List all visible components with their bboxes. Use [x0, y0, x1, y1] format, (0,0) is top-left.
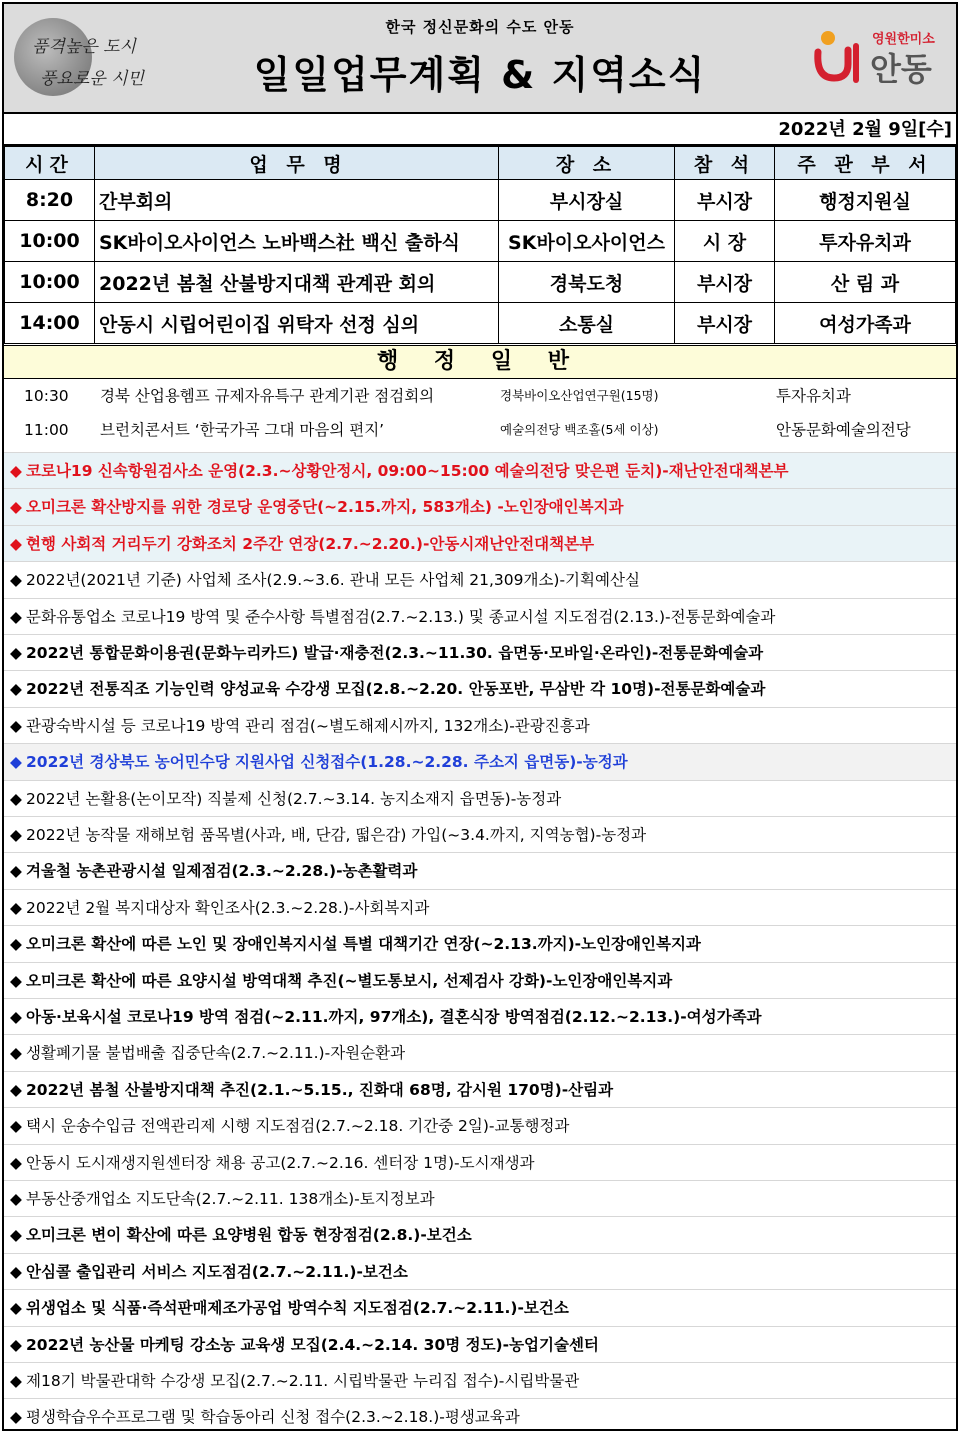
row-attendee: 부시장 — [675, 303, 775, 344]
news-item — [4, 1144, 956, 1180]
news-item — [4, 889, 956, 925]
diamond-bullet-icon: ◆ — [10, 1335, 22, 1354]
news-text: 2022년 농작물 재해보험 품목별(사과, 배, 단감, 떫은감) 가입(~3.4.까지, 지역농협)-농정과 — [26, 826, 647, 844]
news-text: 평생학습우수프로그램 및 학습동아리 신청 접수(2.3.~2.18.)-평생교육과 — [26, 1408, 520, 1427]
news-text: 안심콜 출입관리 서비스 지도점검(2.7.~2.11.)-보건소 — [26, 1262, 408, 1281]
diamond-bullet-icon: ◆ — [10, 498, 22, 517]
table-row — [5, 221, 956, 262]
news-item — [4, 634, 956, 670]
news-text: 2022년 통합문화이용권(문화누리카드) 발급·재충전(2.3.~11.30. 읍면동·모바일·온라인)-전통문화예술과 — [26, 644, 764, 662]
news-text: 위생업소 및 식품·즉석판매제조가공업 방역수칙 지도점검(2.7.~2.11.)-보건소 — [26, 1299, 569, 1318]
row-dept: 투자유치과 — [775, 221, 956, 262]
admin-task: 브런치콘서트 ‘한국가곡 그대 마음의 편지’ — [100, 421, 385, 439]
news-text: 오미크론 확산에 따른 요양시설 방역대책 추진(~별도통보시, 선제검사 강화)-노인장애인복지과 — [26, 971, 673, 990]
admin-time: 11:00 — [24, 421, 69, 439]
row-place: SK바이오사이언스 — [499, 221, 675, 262]
row-time: 8:20 — [5, 180, 95, 221]
report-date: 2022년 2월 9일[수] — [4, 116, 956, 146]
diamond-bullet-icon: ◆ — [10, 680, 22, 699]
admin-time: 10:30 — [24, 387, 69, 405]
row-attendee: 시 장 — [675, 221, 775, 262]
diamond-bullet-icon: ◆ — [10, 1190, 22, 1208]
slogan-line-1: 품격높은 도시 — [32, 37, 136, 57]
column-header-attendee: 참 석 — [675, 147, 775, 180]
diamond-bullet-icon: ◆ — [10, 462, 22, 480]
row-dept: 여성가족과 — [775, 303, 956, 344]
diamond-bullet-icon: ◆ — [10, 571, 22, 590]
admin-task: 경북 산업용헴프 규제자유특구 관계기관 점검회의 — [100, 387, 435, 405]
andong-logo-mark-icon — [812, 28, 862, 86]
news-item — [4, 743, 956, 779]
admin-place: 경북바이오산업연구원(15명) — [500, 388, 659, 403]
andong-logo — [812, 24, 952, 94]
admin-row — [4, 413, 956, 447]
news-text: 부동산중개업소 지도단속(2.7.~2.11. 138개소)-토지정보과 — [26, 1190, 435, 1208]
row-task: 2022년 봄철 산불방지대책 관계관 회의 — [95, 262, 499, 303]
admin-dept: 투자유치과 — [776, 387, 851, 405]
slogan-line-2: 풍요로운 시민 — [40, 69, 144, 89]
news-item — [4, 1071, 956, 1107]
admin-dept: 안동문화예술의전당 — [776, 421, 911, 439]
row-place: 경북도청 — [499, 262, 675, 303]
header — [4, 4, 956, 114]
header-subtitle: 한국 정신문화의 수도 안동 — [385, 18, 575, 36]
news-text: 2022년 농산물 마케팅 강소농 교육생 모집(2.4.~2.14. 30명 정도)-농업기술센터 — [26, 1335, 599, 1354]
news-text: 오미크론 확산에 따른 노인 및 장애인복지시설 특별 대책기간 연장(~2.13.까지)-노인장애인복지과 — [26, 935, 701, 954]
row-time: 10:00 — [5, 221, 95, 262]
news-item — [4, 707, 956, 743]
news-item — [4, 780, 956, 816]
news-text: 아동·보육시설 코로나19 방역 점검(~2.11.까지, 97개소), 결혼식장 방역점검(2.12.~2.13.)-여성가족과 — [26, 1008, 762, 1026]
diamond-bullet-icon: ◆ — [10, 1117, 22, 1136]
table-row — [5, 180, 956, 221]
news-text: 제18기 박물관대학 수강생 모집(2.7.~2.11. 시립박물관 누리집 접수)-시립박물관 — [26, 1372, 580, 1390]
row-time: 10:00 — [5, 262, 95, 303]
news-item — [4, 1326, 956, 1362]
news-item — [4, 452, 956, 488]
column-header-place: 장 소 — [499, 147, 675, 180]
news-item — [4, 1362, 956, 1398]
page-title: 일일업무계획 & 지역소식 — [253, 53, 707, 97]
news-text: 문화유통업소 코로나19 방역 및 준수사항 특별점검(2.7.~2.13.) 및 종교시설 지도점검(2.13.)-전통문화예술과 — [26, 607, 776, 626]
news-item — [4, 962, 956, 998]
diamond-bullet-icon: ◆ — [10, 898, 22, 917]
row-task: SK바이오사이언스 노바백스社 백신 출하식 — [95, 221, 499, 262]
row-task: 간부회의 — [95, 180, 499, 221]
admin-row — [4, 379, 956, 413]
logo-name: 안동 — [870, 50, 932, 88]
schedule-header-row — [5, 147, 956, 180]
row-dept: 산 림 과 — [775, 262, 956, 303]
column-header-dept: 주 관 부 서 — [775, 147, 956, 180]
news-item — [4, 598, 956, 634]
news-item — [4, 525, 956, 561]
diamond-bullet-icon: ◆ — [10, 716, 22, 735]
news-item — [4, 1216, 956, 1252]
news-item — [4, 1289, 956, 1325]
news-text: 안동시 도시재생지원센터장 채용 공고(2.7.~2.16. 센터장 1명)-도시재생과 — [26, 1153, 535, 1172]
news-text: 2022년 전통직조 기능인력 양성교육 수강생 모집(2.8.~2.20. 안동포반, 무삼반 각 10명)-전통문화예술과 — [26, 680, 766, 699]
diamond-bullet-icon: ◆ — [10, 1372, 22, 1390]
news-item — [4, 998, 956, 1034]
news-item — [4, 1180, 956, 1216]
diamond-bullet-icon: ◆ — [10, 862, 22, 881]
admin-place: 예술의전당 백조홀(5세 이상) — [500, 422, 659, 437]
news-text: 2022년 봄철 산불방지대책 추진(2.1.~5.15., 진화대 68명, 감시원 170명)-산림과 — [26, 1080, 614, 1099]
diamond-bullet-icon: ◆ — [10, 1044, 22, 1063]
news-item — [4, 1034, 956, 1070]
column-header-task: 업 무 명 — [95, 147, 499, 180]
news-text: 관광숙박시설 등 코로나19 방역 관리 점검(~별도해제시까지, 132개소)-관광진흥과 — [26, 716, 590, 735]
row-place: 부시장실 — [499, 180, 675, 221]
diamond-bullet-icon: ◆ — [10, 534, 22, 553]
news-text: 택시 운송수입금 전액관리제 시행 지도점검(2.7.~2.18. 기간중 2일)-교통행정과 — [26, 1117, 570, 1136]
news-item — [4, 488, 956, 524]
row-time: 14:00 — [5, 303, 95, 344]
diamond-bullet-icon: ◆ — [10, 826, 22, 844]
news-item — [4, 561, 956, 597]
diamond-bullet-icon: ◆ — [10, 971, 22, 990]
news-item — [4, 1107, 956, 1143]
diamond-bullet-icon: ◆ — [10, 753, 22, 772]
news-item — [4, 670, 956, 706]
row-attendee: 부시장 — [675, 262, 775, 303]
diamond-bullet-icon: ◆ — [10, 1408, 22, 1427]
news-item — [4, 1253, 956, 1289]
news-text: 2022년 2월 복지대상자 확인조사(2.3.~2.28.)-사회복지과 — [26, 898, 430, 917]
logo-tagline: 영원한미소 — [872, 32, 935, 47]
news-item — [4, 1398, 956, 1434]
row-task: 안동시 시립어린이집 위탁자 선정 심의 — [95, 303, 499, 344]
news-text: 2022년 논활용(논이모작) 직불제 신청(2.7.~3.14. 농지소재지 읍면동)-농정과 — [26, 789, 562, 808]
diamond-bullet-icon: ◆ — [10, 1226, 22, 1245]
schedule-table — [4, 146, 956, 344]
news-text: 생활폐기물 불법배출 집중단속(2.7.~2.11.)-자원순환과 — [26, 1044, 406, 1063]
diamond-bullet-icon: ◆ — [10, 789, 22, 808]
news-item — [4, 925, 956, 961]
column-header-time: 시간 — [5, 147, 95, 180]
diamond-bullet-icon: ◆ — [10, 644, 22, 662]
news-text: 현행 사회적 거리두기 강화조치 2주간 연장(2.7.~2.20.)-안동시재난안전대책본부 — [26, 534, 595, 553]
diamond-bullet-icon: ◆ — [10, 935, 22, 954]
news-text: 겨울철 농촌관광시설 일제점검(2.3.~2.28.)-농촌활력과 — [26, 862, 418, 881]
row-dept: 행정지원실 — [775, 180, 956, 221]
diamond-bullet-icon: ◆ — [10, 1153, 22, 1172]
row-place: 소통실 — [499, 303, 675, 344]
news-text: 2022년(2021년 기준) 사업체 조사(2.9.~3.6. 관내 모든 사업체 21,309개소)-기획예산실 — [26, 571, 640, 590]
news-text: 코로나19 신속항원검사소 운영(2.3.~상황안정시, 09:00~15:00 예술의전당 맞은편 둔치)-재난안전대책본부 — [26, 462, 789, 480]
diamond-bullet-icon: ◆ — [10, 1080, 22, 1099]
admin-section-title: 행 정 일 반 — [4, 345, 956, 379]
news-item — [4, 816, 956, 852]
row-attendee: 부시장 — [675, 180, 775, 221]
table-row — [5, 262, 956, 303]
table-row — [5, 303, 956, 344]
news-text: 오미크론 변이 확산에 따른 요양병원 합동 현장점검(2.8.)-보건소 — [26, 1226, 472, 1245]
news-text: 2022년 경상북도 농어민수당 지원사업 신청접수(1.28.~2.28. 주소지 읍면동)-농정과 — [26, 753, 628, 772]
diamond-bullet-icon: ◆ — [10, 1299, 22, 1318]
diamond-bullet-icon: ◆ — [10, 1008, 22, 1026]
news-text: 오미크론 확산방지를 위한 경로당 운영중단(~2.15.까지, 583개소) -노인장애인복지과 — [26, 498, 624, 517]
news-item — [4, 852, 956, 888]
diamond-bullet-icon: ◆ — [10, 607, 22, 626]
diamond-bullet-icon: ◆ — [10, 1262, 22, 1281]
